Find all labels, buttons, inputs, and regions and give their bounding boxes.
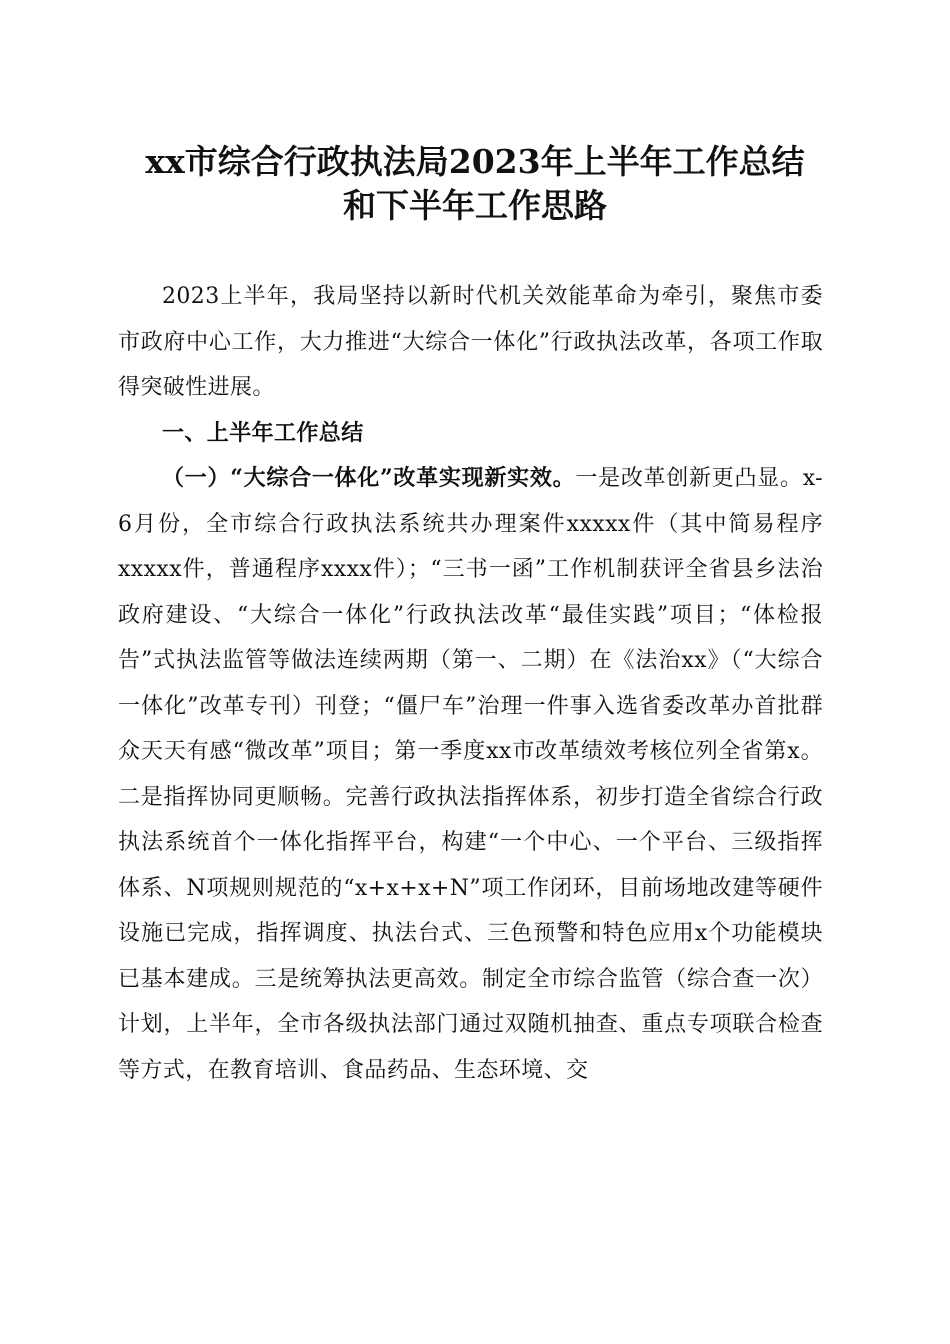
subsection-paragraph bbox=[118, 456, 823, 1093]
intro-paragraph: 2023上半年，我局坚持以新时代机关效能革命为牵引，聚焦市委市政府中心工作，大力推进“大综合一体化”行政执法改革，各项工作取得突破性进展。 bbox=[118, 284, 823, 400]
section-heading: 一、上半年工作总结 bbox=[162, 419, 364, 446]
document-title-line-2: 和下半年工作思路 bbox=[343, 186, 607, 225]
subsection-heading: （一）“大综合一体化”改革实现新实效。 bbox=[162, 465, 576, 491]
document-body bbox=[118, 274, 823, 1093]
subsection-body: 一是改革创新更凸显。x-6月份，全市综合行政执法系统共办理案件xxxxx件（其中简易程序xxxxx件，普通程序xxxx件）；“三书一函”工作机制获评全省县乡法治政府建设、“大综合一体化”行政执法改革“最佳实践”项目；“体检报告”式执法监管等做法连续两期（第一、二期）在《法治xx》（“大综合一体化”改革专刊）刊登；“僵尸车”治理一件事入选省委改革办首批群众天天有感“微改革”项目；第一季度xx市改革绩效考核位列全省第x。二是指挥协同更顺畅。完善行政执法指挥体系，初步打造全省综合行政执法系统首个一体化指挥平台，构建“一个中心、一个平台、三级指挥体系、N项规则规范的“x+x+x+N”项工作闭环，目前场地改建等硬件设施已完成，指挥调度、执法台式、三色预警和特色应用x个功能模块已基本建成。三是统筹执法更高效。制定全市综合监管（综合查一次）计划，上半年，全市各级执法部门通过双随机抽查、重点专项联合检查等方式，在教育培训、食品药品、生态环境、交 bbox=[118, 466, 823, 1083]
document-title-line-1: xx市综合行政执法局2023年上半年工作总结 bbox=[145, 142, 805, 181]
